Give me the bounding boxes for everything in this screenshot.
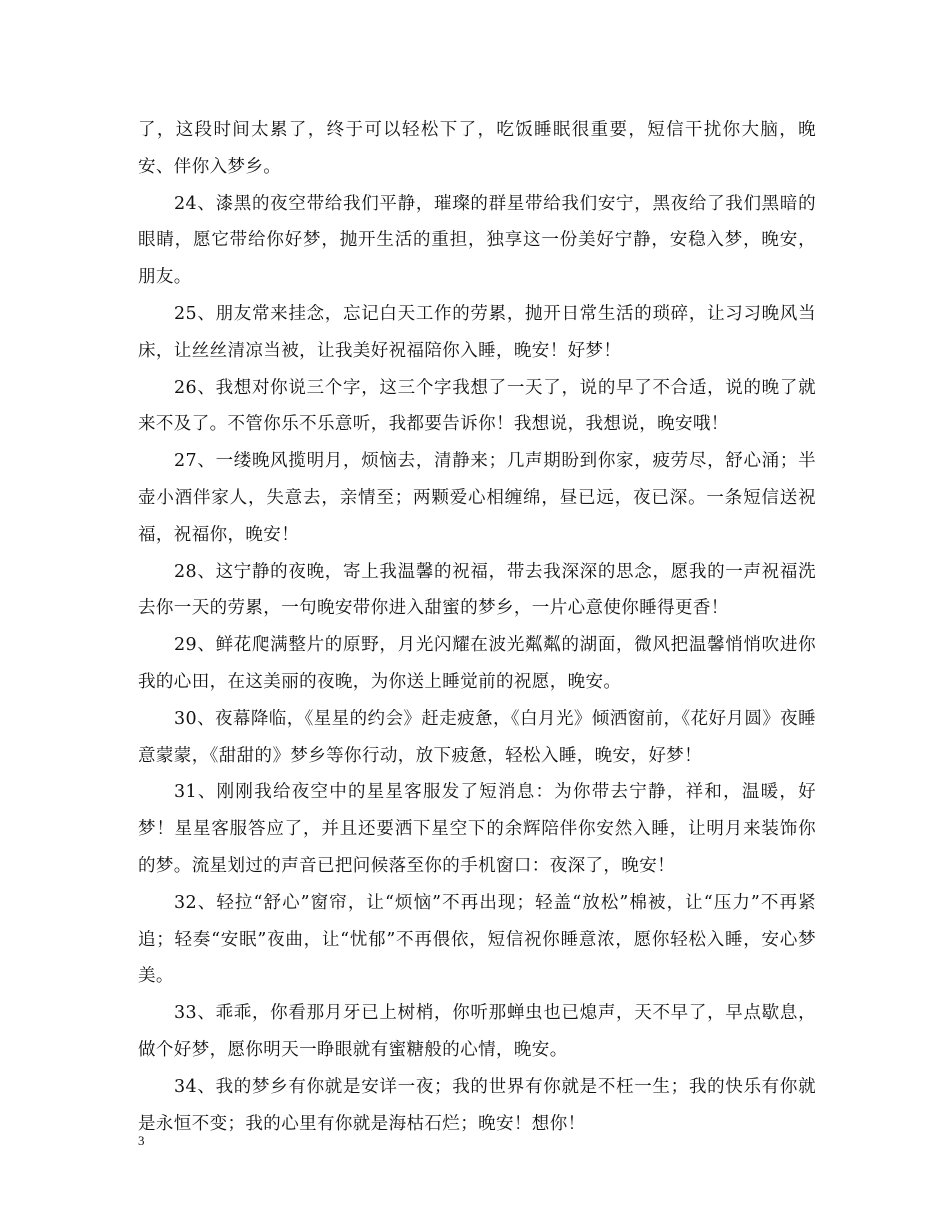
- paragraph-30: 30、夜幕降临，《星星的约会》赶走疲惫，《白月光》倾洒窗前，《花好月圆》夜睡意蒙蒙，《甜甜的》梦乡等你行动，放下疲惫，轻松入睡，晚安，好梦！: [138, 708, 816, 766]
- paragraph-29: 29、鲜花爬满整片的原野，月光闪耀在波光粼粼的湖面，微风把温馨悄悄吹进你我的心田，在这美丽的夜晚，为你送上睡觉前的祝愿，晚安。: [138, 635, 816, 692]
- paragraph-continued: 了，这段时间太累了，终于可以轻松下了，吃饭睡眠很重要，短信干扰你大脑，晚安、伴你入梦乡。: [138, 120, 816, 177]
- paragraph-25: 25、朋友常来挂念，忘记白天工作的劳累，抛开日常生活的琐碎，让习习晚风当床，让丝丝清凉当被，让我美好祝福陪你入睡，晚安！好梦！: [138, 303, 816, 361]
- paragraph-31: 31、刚刚我给夜空中的星星客服发了短消息：为你带去宁静，祥和，温暖，好梦！星星客服答应了，并且还要洒下星空下的余辉陪伴你安然入睡，让明月来装饰你的梦。流星划过的声音已把问候落至你的手机窗口：夜深了，晚安！: [138, 782, 816, 876]
- paragraph-27: 27、一缕晚风揽明月，烦恼去，清静来；几声期盼到你家，疲劳尽，舒心涌；半壶小酒伴家人，失意去，亲情至；两颗爱心相缠绵，昼已远，夜已深。一条短信送祝福，祝福你，晚安！: [138, 451, 816, 545]
- paragraph-28: 28、这宁静的夜晚，寄上我温馨的祝福，带去我深深的思念，愿我的一声祝福洗去你一天的劳累，一句晚安带你进入甜蜜的梦乡，一片心意使你睡得更香！: [138, 561, 816, 619]
- paragraph-24: 24、漆黑的夜空带给我们平静，璀璨的群星带给我们安宁，黑夜给了我们黑暗的眼睛，愿它带给你好梦，抛开生活的重担，独享这一份美好宁静，安稳入梦，晚安，朋友。: [138, 193, 816, 288]
- paragraph-34: 34、我的梦乡有你就是安详一夜；我的世界有你就是不枉一生；我的快乐有你就是永恒不变；我的心里有你就是海枯石烂；晚安！想你！: [138, 1076, 816, 1134]
- paragraph-32: 32、轻拉“舒心”窗帘，让“烦恼”不再出现；轻盖“放松”棉被，让“压力”不再紧追；轻奏“安眠”夜曲，让“忧郁”不再偎依，短信祝你睡意浓，愿你轻松入睡，安心梦美。: [138, 892, 816, 987]
- page-number: 3: [138, 1133, 145, 1148]
- paragraph-33: 33、乖乖，你看那月牙已上树梢，你听那蝉虫也已熄声，天不早了，早点歇息，做个好梦，愿你明天一睁眼就有蜜糖般的心情，晚安。: [138, 1003, 816, 1060]
- paragraph-26: 26、我想对你说三个字，这三个字我想了一天了，说的早了不合适，说的晚了就来不及了。不管你乐不乐意听，我都要告诉你！我想说，我想说，晚安哦！: [138, 377, 816, 435]
- body-text: [138, 112, 816, 1142]
